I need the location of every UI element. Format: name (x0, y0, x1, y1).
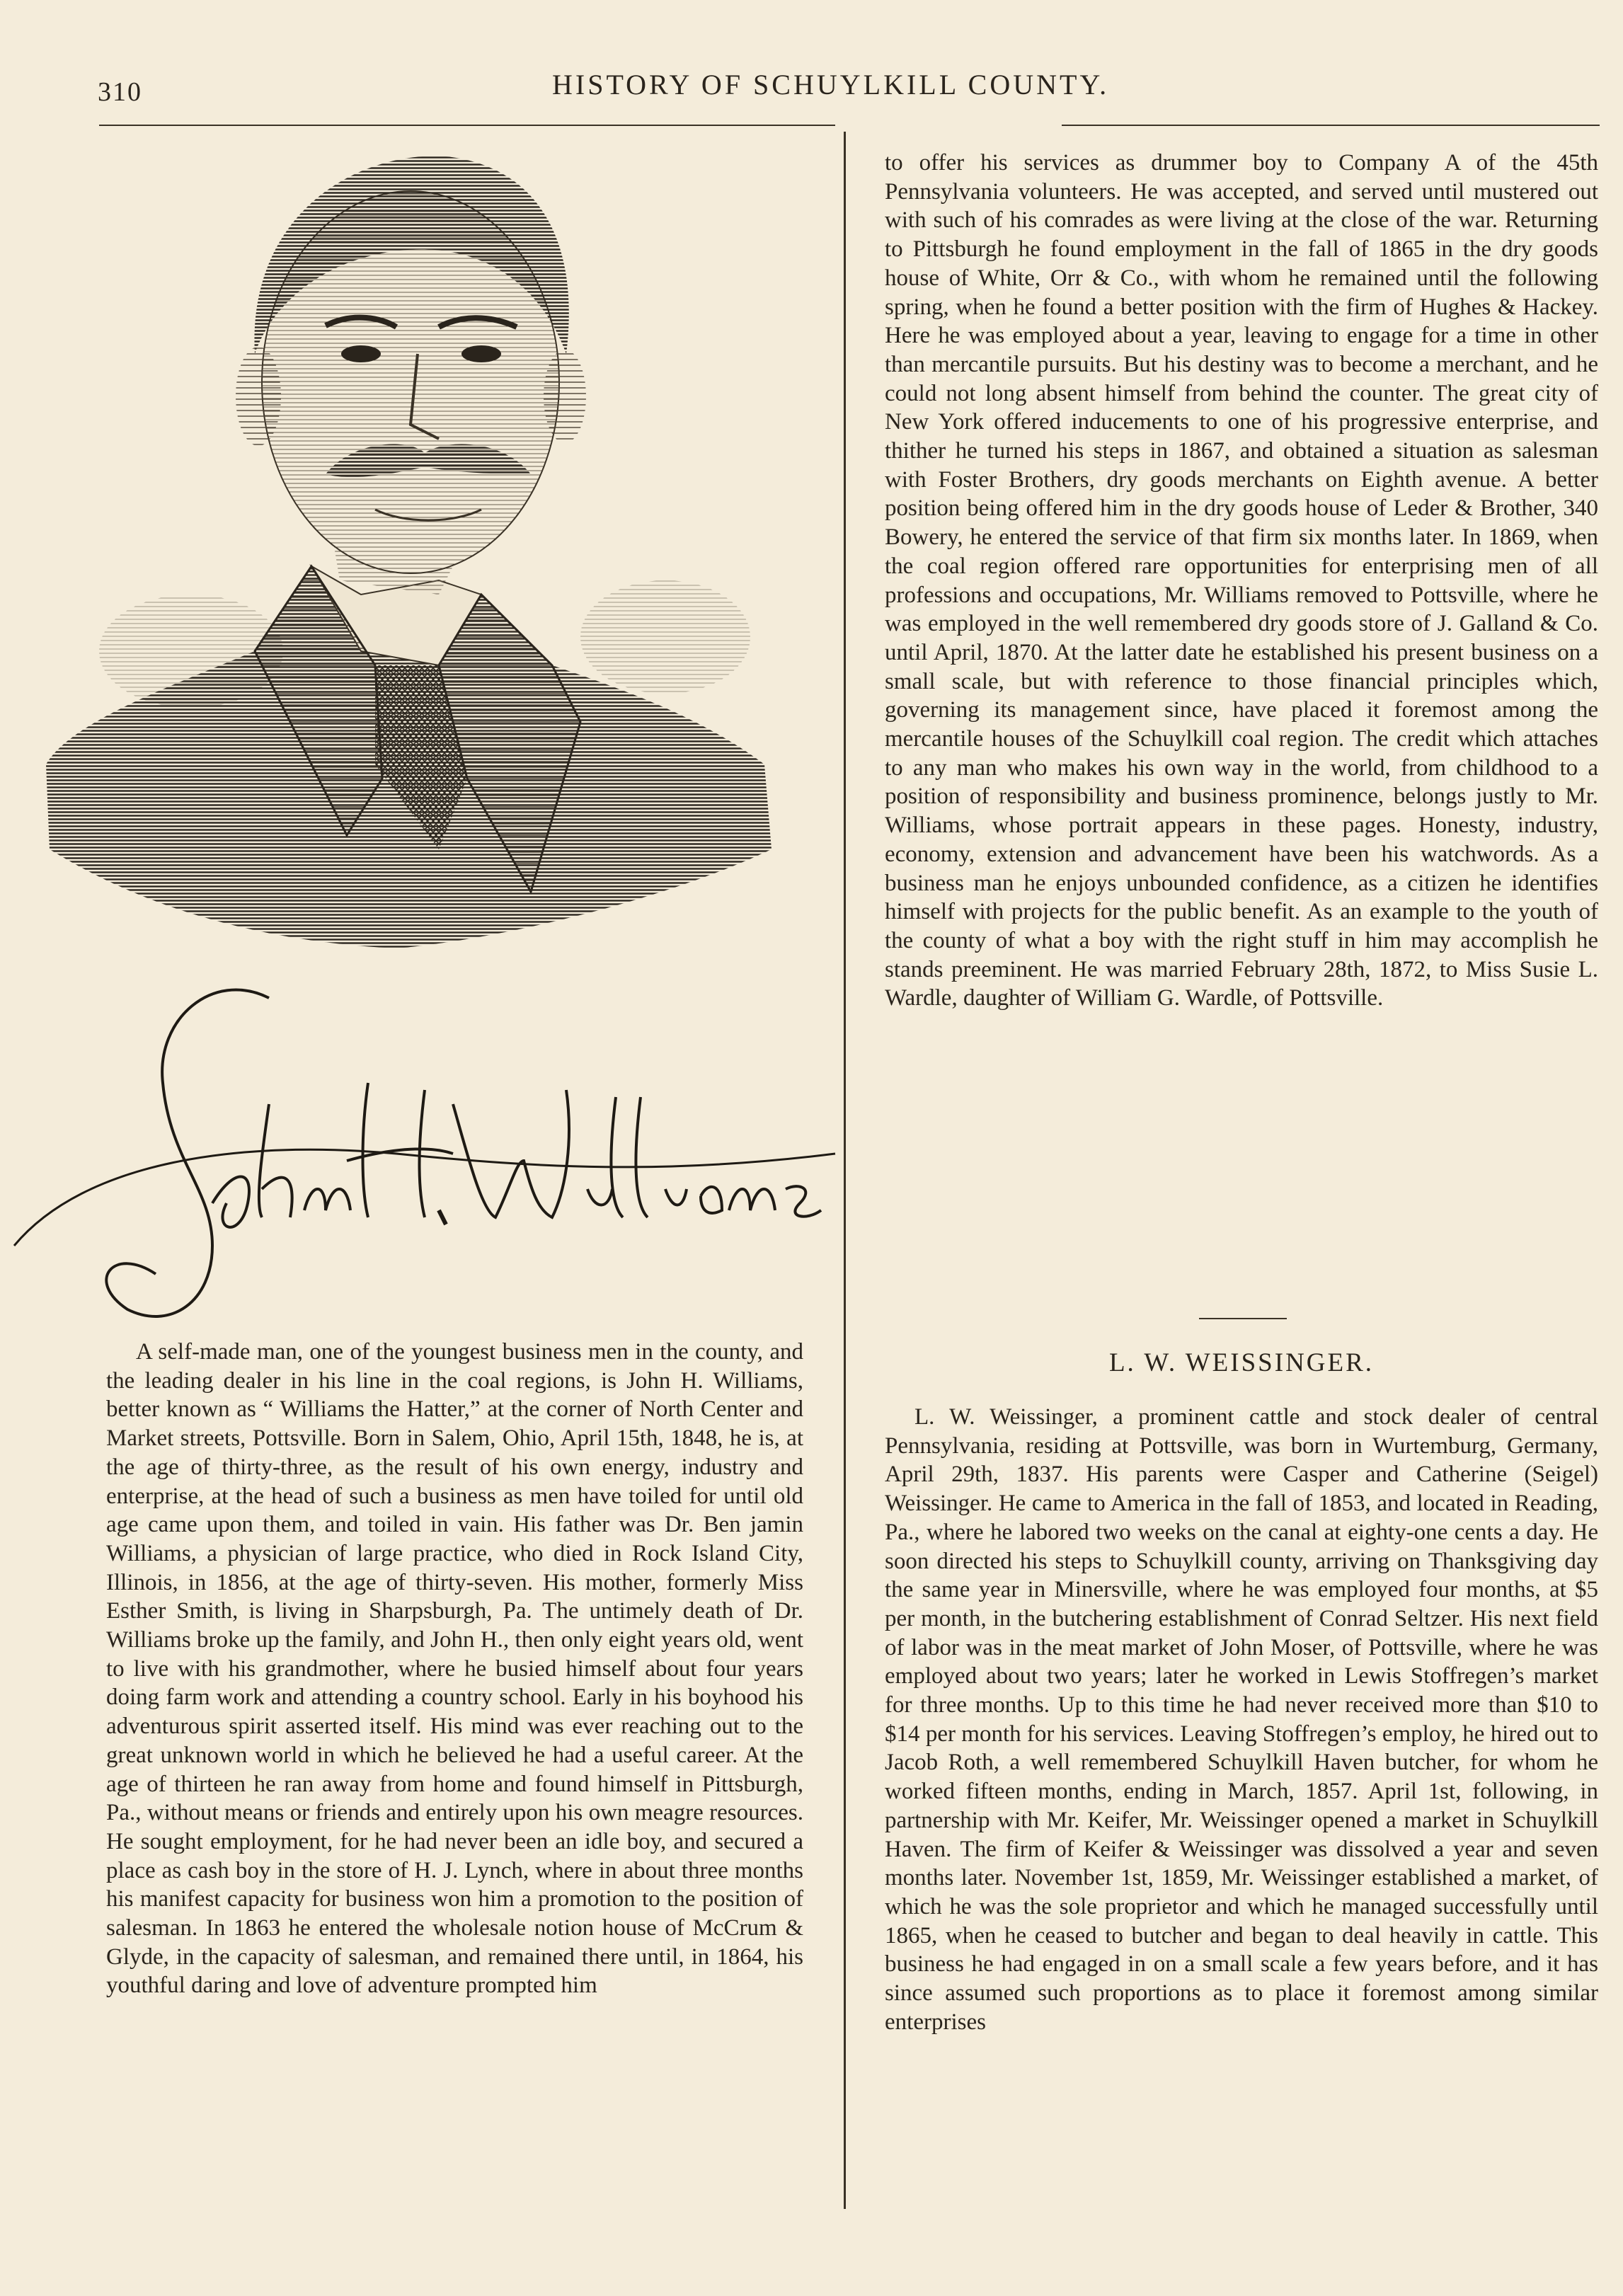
column-divider (844, 132, 846, 2209)
weissinger-paragraph-1: L. W. Weissinger, a prominent cattle and stock dealer of central Pennsylvania, residing at Pottsville, was born in Wurtemburg, Germany, April 29th, 1837. His parents were Casper and Catherine (Seigel) Weissinger. He came to America in the fall of 1853, and located in Reading, Pa., where he labored two weeks on the canal at eighty-one cents a day. He soon directed his steps to Schuylkill county, arriving on Thanksgiving day the same year in Minersville, where he was employed four months, at $5 per month, in the butchering establishment of Conrad Seltzer. His next field of labor was in the meat market of John Moser, of Pottsville, where he was employed about two years; later he worked in Lewis Stoffregen’s market for three months. Up to this time he had never received more than $10 to $14 per month for his services. Leaving Stoffregen’s employ, he hired out to Jacob Roth, a well remembered Schuylkill Haven butcher, for whom he worked fifteen months, ending in March, 1857. April 1st, following, in partnership with Mr. Keifer, Mr. Weissinger opened a market in Schuylkill Haven. The firm of Keifer & Weissinger was dissolved a year and seven months later. November 1st, 1859, Mr. Weissinger established a market, of which he was the sole proprietor and which he managed successfully until 1865, when he ceased to butcher and began to deal heavily in cattle. This business he had engaged in on a small scale a few years before, and it has since assumed such proportions as to place it foremost among similar enterprises (885, 1404, 1598, 2035)
williams-biography-col-left (106, 1338, 803, 2000)
williams-paragraph-1: A self-made man, one of the youngest business men in the county, and the leading dealer in his line in the coal regions, is John H. Williams, better known as “ Williams the Hatter,” at the corner of North Center and Market streets, Pottsville. Born in Salem, Ohio, April 15th, 1848, he is, at the age of thirty-three, as the result of his own energy, industry and enterprise, at the head of such a business as men have toiled for until old age came upon them, and toiled in vain. His father was Dr. Ben jamin Williams, a physician of large practice, who died in Rock Island City, Illinois, in 1856, at the age of thirty-seven. His mother, formerly Miss Esther Smith, is living in Sharpsburgh, Pa. The untimely death of Dr. Williams broke up the family, and John H., then only eight years old, went to live with his grandmother, where he busied himself about four years doing farm work and attending a country school. Early in his boyhood his adventurous spirit asserted itself. His mind was ever reaching out to the great unknown world in which he believed he had a useful career. At the age of thirteen he ran away from home and found himself in Pittsburgh, Pa., without means or friends and entirely upon his own meagre resources. He sought employment, for he had never been an idle boy, and secured a place as cash boy in the store of H. J. Lynch, where in about three months his manifest capacity for business won him a promotion to the position of salesman. In 1863 he entered the wholesale notion house of McCrum & Glyde, in the capacity of salesman, and remained there until, in 1864, his youthful daring and love of adventure prompted him (106, 1339, 803, 1999)
section-rule (1199, 1318, 1287, 1319)
weissinger-heading: L. W. WEISSINGER. (1108, 1348, 1375, 1377)
weissinger-biography (885, 1403, 1598, 2036)
page-number: 310 (98, 77, 142, 107)
williams-biography-col-right (885, 149, 1598, 1013)
williams-paragraph-continued: to offer his services as drummer boy to Company A of the 45th Pennsylvania volunteers. He was accepted, and served until mustered out with such of his comrades as were living at the close of the war. Returning to Pittsburgh he found employment in the fall of 1865 in the dry goods house of White, Orr & Co., with whom he remained until the following spring, when he found a better position with the firm of Hughes & Hackey. Here he was employed about a year, leaving to engage for a time in other than mercantile pursuits. But his destiny was to become a merchant, and he could not long absent himself from behind the counter. The great city of New York offered inducements to one of his progressive enterprise, and thither he turned his steps in 1867, and obtained a situation as salesman with Foster Brothers, dry goods merchants on Eighth avenue. A better position being offered him in the dry goods house of Leder & Brother, 340 Bowery, he entered the service of that firm six months later. In 1869, when the coal region offered rare opportunities for enterprising men of all professions and occupations, Mr. Williams removed to Pottsville, where he was employed in the well remembered dry goods store of J. Galland & Co. until April, 1870. At the latter date he established his present business on a small scale, but with reference to those financial principles which, governing its management since, have placed it foremost among the mercantile houses of the Schuylkill coal region. The credit which attaches to any man who makes his own way in the world, from childhood to a position of responsibility and business prominence, belongs justly to Mr. Williams, whose portrait appears in these pages. Honesty, industry, economy, extension and advancement have been his watchwords. As a business man he enjoys unbounded confidence, as a citizen he identifies himself with projects for the public benefit. As an example to the youth of the county of what a boy with the right stuff in him may accomplish he stands preeminent. He was married February 28th, 1872, to Miss Susie L. Wardle, daughter of William G. Wardle, of Pottsville. (885, 150, 1598, 1011)
running-head: HISTORY OF SCHUYLKILL COUNTY. (552, 69, 1110, 101)
signature-image (0, 977, 842, 1345)
header-rule-left (99, 125, 835, 126)
portrait-engraving (42, 142, 793, 977)
header-rule-right (1062, 125, 1600, 126)
